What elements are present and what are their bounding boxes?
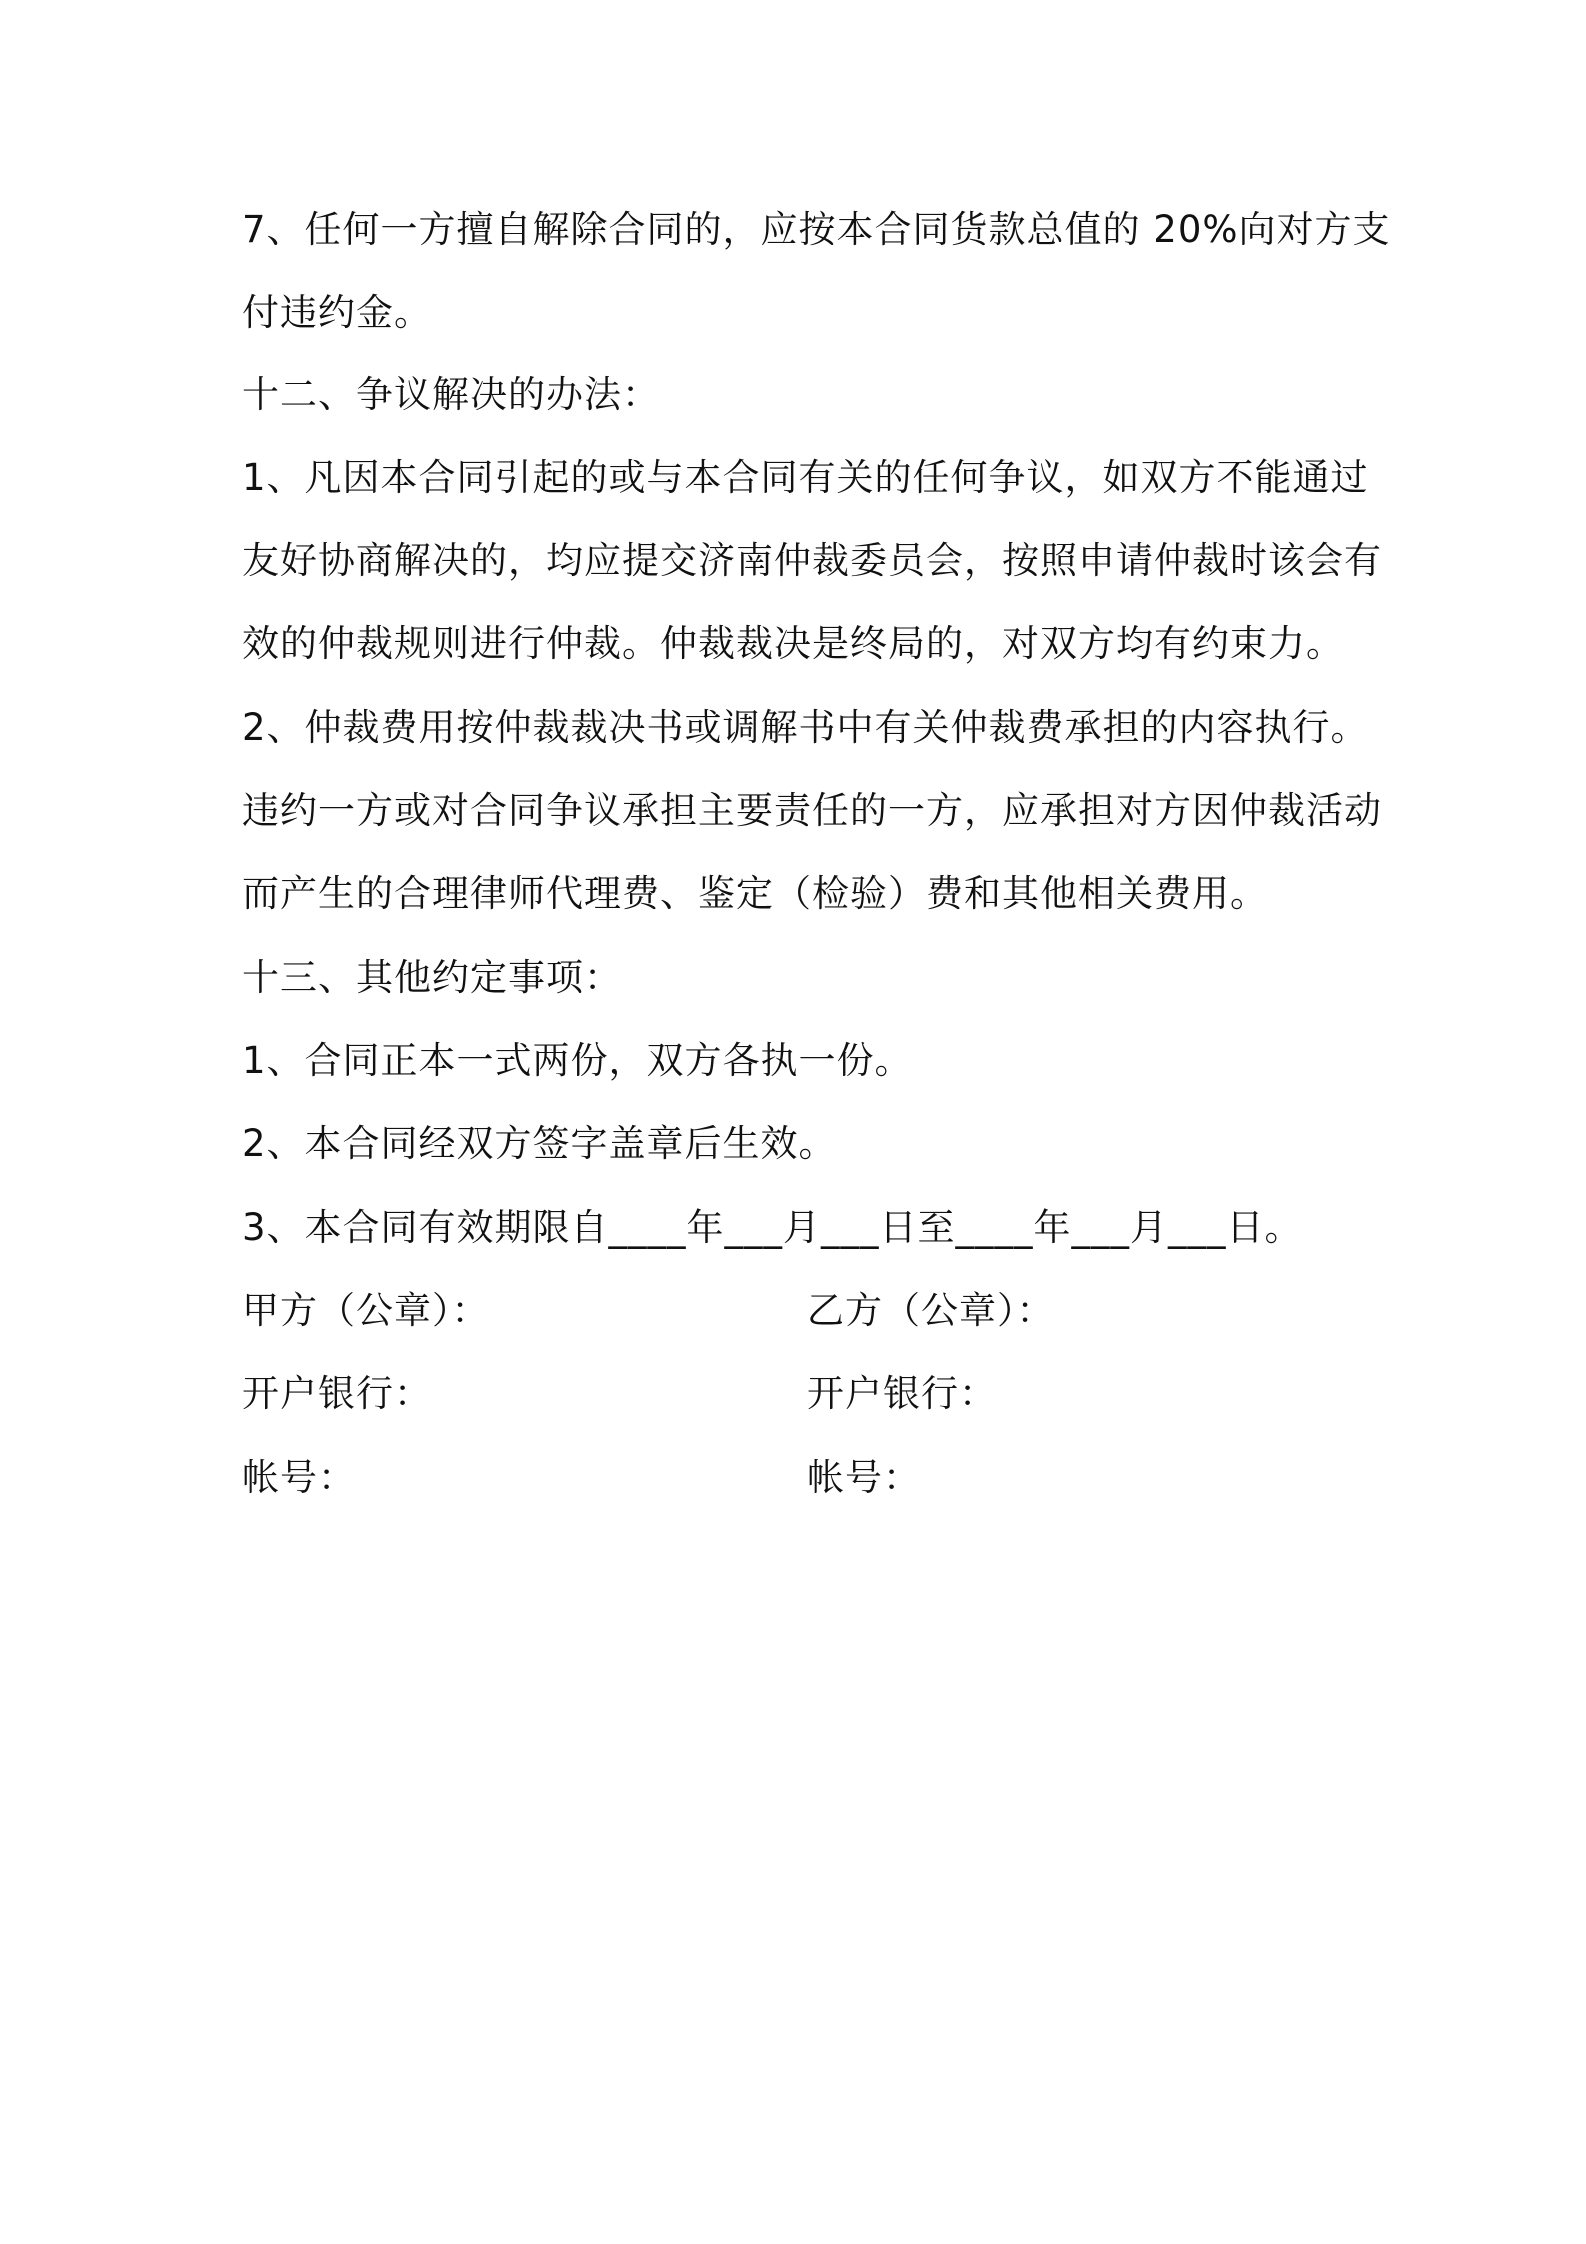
party-b-account: 帐号： [807, 1456, 921, 1499]
party-b-seal: 乙方（公章）： [807, 1289, 1055, 1332]
party-b-bank: 开户银行： [807, 1372, 997, 1415]
party-a-account: 帐号： [242, 1456, 356, 1499]
section-12-item-2-line-2: 违约一方或对合同争议承担主要责任的一方，应承担对方因仲裁活动 [242, 789, 1382, 832]
clause-7-line-1: 7、任何一方擅自解除合同的，应按本合同货款总值的 20%向对方支 [242, 208, 1391, 251]
party-a-seal: 甲方（公章）： [242, 1289, 490, 1332]
section-13-item-2: 2、本合同经双方签字盖章后生效。 [242, 1122, 837, 1165]
clause-7-line-2: 付违约金。 [242, 291, 432, 334]
section-13-heading: 十三、其他约定事项： [242, 956, 622, 999]
section-12-item-1-line-1: 1、凡因本合同引起的或与本合同有关的任何争议，如双方不能通过 [242, 456, 1369, 499]
section-12-item-2-line-3: 而产生的合理律师代理费、鉴定（检验）费和其他相关费用。 [242, 872, 1268, 915]
section-12-item-1-line-2: 友好协商解决的，均应提交济南仲裁委员会，按照申请仲裁时该会有 [242, 539, 1382, 582]
section-13-item-1: 1、合同正本一式两份，双方各执一份。 [242, 1039, 913, 1082]
section-12-item-2-line-1: 2、仲裁费用按仲裁裁决书或调解书中有关仲裁费承担的内容执行。 [242, 706, 1369, 749]
section-12-item-1-line-3: 效的仲裁规则进行仲裁。仲裁裁决是终局的，对双方均有约束力。 [242, 622, 1344, 665]
party-a-bank: 开户银行： [242, 1372, 432, 1415]
section-13-item-3: 3、本合同有效期限自____年___月___日至____年___月___日。 [242, 1206, 1303, 1249]
section-12-heading: 十二、争议解决的办法： [242, 373, 660, 416]
